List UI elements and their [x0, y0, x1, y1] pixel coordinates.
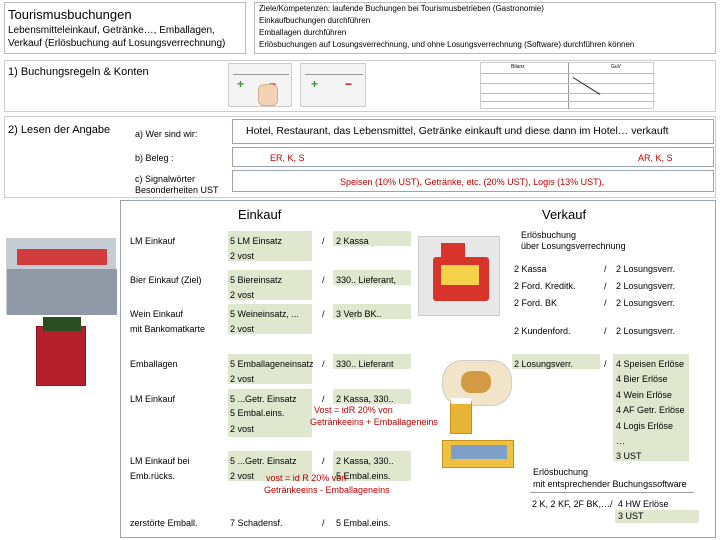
wer-text: Hotel, Restaurant, das Lebensmittel, Getränke einkauft und diese dann im Hotel… verkauft	[246, 125, 669, 137]
verkauf-row-soll: 2 Ford. BK	[514, 298, 558, 308]
software-sub-2: mit entsprechender Buchungssoftware	[533, 479, 687, 489]
einkauf-row-soll-2: 2 vost	[230, 424, 255, 434]
accounts-table-head-guv: GuV	[611, 64, 622, 70]
einkauf-title: Einkauf	[238, 207, 282, 222]
accounts-table-head-bilanz: Bilanz	[511, 64, 525, 70]
verkauf-row-slash: /	[604, 326, 607, 336]
einkauf-row-soll-1: 5 Weineinsatz, ...	[230, 309, 299, 319]
verkauf-erloes-line: 4 Wein Erlöse	[616, 390, 672, 400]
verkauf-row-haben: 2 Losungsverr.	[616, 264, 676, 274]
einkauf-row-slash: /	[322, 394, 325, 404]
verkauf-erloes-line: 4 Bier Erlöse	[616, 374, 668, 384]
food-item	[461, 371, 491, 393]
einkauf-row-soll-1: 5 Emballageneinsatz	[230, 359, 314, 369]
minus-icon: −	[345, 77, 353, 91]
cash-register-keys	[441, 265, 479, 285]
verkauf-erloes-line: 4 AF Getr. Erlöse	[616, 405, 685, 415]
einkauf-row-soll-1: 5 LM Einsatz	[230, 236, 283, 246]
verkauf-erloes-line: 4 Speisen Erlöse	[616, 359, 685, 369]
einkauf-row-soll-2: 2 vost	[230, 251, 255, 261]
einkauf-vost-note-2: Getränkeeins - Emballageneins	[264, 485, 390, 495]
plus-icon: +	[237, 77, 245, 91]
supermarket-facade	[7, 269, 117, 315]
rules-thumbnail-rule	[233, 74, 289, 75]
goal-line-3: Emballagen durchführen	[259, 28, 347, 37]
cash-register-image	[418, 236, 500, 316]
einkauf-row-soll-2: 2 vost	[230, 290, 255, 300]
einkauf-row-soll-2: 2 vost	[230, 324, 255, 334]
einkauf-row-label: Bier Einkauf (Ziel)	[130, 275, 202, 285]
supermarket-image	[6, 238, 116, 314]
einkauf-row-haben-text: 2 Kassa, 330..	[336, 394, 394, 404]
accounts-table-row-line	[481, 101, 655, 102]
einkauf-row-label-2: mit Bankomatkarte	[130, 324, 206, 334]
einkauf-vost-note-2: Getränkeeins + Emballageneins	[310, 417, 438, 427]
einkauf-vost-note-1: vost = id R 20% von	[266, 473, 347, 483]
verkauf-row-soll: 2 Kundenford.	[514, 326, 571, 336]
plus-icon: +	[311, 77, 319, 91]
verkauf-big-slash: /	[604, 359, 607, 369]
verkauf-row-slash: /	[604, 264, 607, 274]
rules-thumbnail-rule	[305, 74, 363, 75]
einkauf-row-soll-1: 5 ...Getr. Einsatz	[230, 394, 297, 404]
verkauf-row-slash: /	[604, 281, 607, 291]
einkauf-row-label: LM Einkauf	[130, 394, 176, 404]
verkauf-row-soll: 2 Ford. Kreditk.	[514, 281, 576, 291]
accounts-table-row-line	[481, 83, 655, 84]
einkauf-row-slash: /	[322, 275, 325, 285]
page-title: Tourismusbuchungen	[8, 7, 132, 22]
goal-line-2: Einkaufbuchungen durchführen	[259, 16, 371, 25]
goal-line-1: Ziele/Kompetenzen: laufende Buchungen bei Tourismusbetrieben (Gastronomie)	[259, 4, 544, 13]
beleg-einkauf: ER, K, S	[270, 153, 305, 163]
accounts-table-row-line	[481, 93, 655, 94]
einkauf-row-soll-2: 2 vost	[230, 374, 255, 384]
einkauf-row-soll-1: 5 Biereinsatz	[230, 275, 283, 285]
accounts-table-divider	[568, 63, 569, 109]
beer-bottles	[43, 317, 81, 331]
verkauf-row-slash: /	[604, 298, 607, 308]
einkauf-row-soll-1b: 5 Embal.eins.	[230, 408, 285, 418]
einkauf-row-label: LM Einkauf	[130, 236, 176, 246]
einkauf-row-label: LM Einkauf bei	[130, 456, 190, 466]
verkauf-sub-2: über Losungsverrechnung	[521, 241, 626, 251]
verkauf-row-haben: 2 Losungsverr.	[616, 298, 676, 308]
einkauf-vost-note-1: Vost = idR 20% von	[314, 405, 393, 415]
bed-image	[442, 440, 514, 468]
beer-glass-image	[450, 398, 472, 434]
verkauf-big-soll: 2 Losungsverr.	[514, 359, 574, 369]
einkauf-row-slash: /	[322, 518, 325, 528]
bed-mattress	[451, 445, 507, 459]
goal-line-4: Erlösbuchungen auf Losungsverrechnung, und ohne Losungsverrechnung (Software) durchführen können	[259, 40, 635, 49]
einkauf-row-soll-1: 5 ...Getr. Einsatz	[230, 456, 297, 466]
section2-label: 2) Lesen der Angabe	[8, 124, 111, 136]
software-soll: 2 K, 2 KF, 2F BK,…	[532, 499, 611, 509]
cash-register-display	[441, 243, 465, 257]
beer-crate-image	[36, 326, 86, 386]
supermarket-roof	[17, 249, 107, 265]
software-slash: /	[610, 499, 613, 509]
einkauf-row-slash: /	[322, 236, 325, 246]
accounts-table-row-line	[481, 73, 655, 74]
page-subtitle-1: Lebensmitteleinkauf, Getränke…, Emballagen,	[8, 25, 215, 36]
einkauf-row-haben-text: 2 Kassa	[336, 236, 369, 246]
einkauf-row-slash: /	[322, 456, 325, 466]
einkauf-row-haben-text: 2 Kassa, 330..	[336, 456, 394, 466]
rules-thumbnail-2	[300, 63, 366, 107]
hand-pointer-icon	[258, 84, 278, 106]
section1-label: 1) Buchungsregeln & Konten	[8, 66, 149, 78]
einkauf-row-slash: /	[322, 309, 325, 319]
verkauf-erloes-line: …	[616, 436, 625, 446]
einkauf-row-haben-text: 330.. Lieferant,	[336, 275, 397, 285]
einkauf-row-label: Emballagen	[130, 359, 178, 369]
software-divider	[530, 492, 694, 493]
beleg-label: b) Beleg :	[135, 153, 174, 163]
signal-label-1: c) Signalwörter	[135, 174, 196, 184]
einkauf-row-soll-1: 7 Schadensf.	[230, 518, 283, 528]
software-haben-2: 3 UST	[618, 511, 644, 521]
einkauf-row-haben-text: 330.. Lieferant	[336, 359, 394, 369]
verkauf-title: Verkauf	[542, 207, 587, 222]
einkauf-row-label-2: Emb.rücks.	[130, 471, 176, 481]
einkauf-row-soll-2: 2 vost	[230, 471, 255, 481]
software-sub-1: Erlösbuchung	[533, 467, 589, 477]
page-subtitle-2: Verkauf (Erlösbuchung auf Losungsverrechnung)	[8, 38, 226, 49]
einkauf-row-haben-text: 3 Verb BK..	[336, 309, 382, 319]
einkauf-row-haben-text-2: 5 Embal.eins.	[336, 471, 391, 481]
signal-text: Speisen (10% UST), Getränke, etc. (20% UST), Logis (13% UST),	[340, 177, 605, 187]
verkauf-row-soll: 2 Kassa	[514, 264, 547, 274]
software-haben-1: 4 HW Erlöse	[618, 499, 669, 509]
einkauf-row-haben-text: 5 Embal.eins.	[336, 518, 391, 528]
accounts-table-thumbnail	[480, 62, 654, 109]
wer-label: a) Wer sind wir:	[135, 129, 198, 139]
verkauf-erloes-line: 4 Logis Erlöse	[616, 421, 674, 431]
beleg-verkauf: AR, K, S	[638, 153, 673, 163]
verkauf-row-haben: 2 Losungsverr.	[616, 326, 676, 336]
einkauf-row-slash: /	[322, 359, 325, 369]
einkauf-row-label: Wein Einkauf	[130, 309, 183, 319]
verkauf-erloes-line: 3 UST	[616, 451, 642, 461]
einkauf-row-label: zerstörte Emball.	[130, 518, 198, 528]
verkauf-sub-1: Erlösbuchung	[521, 230, 577, 240]
signal-label-2: Besonderheiten UST	[135, 185, 219, 195]
verkauf-row-haben: 2 Losungsverr.	[616, 281, 676, 291]
